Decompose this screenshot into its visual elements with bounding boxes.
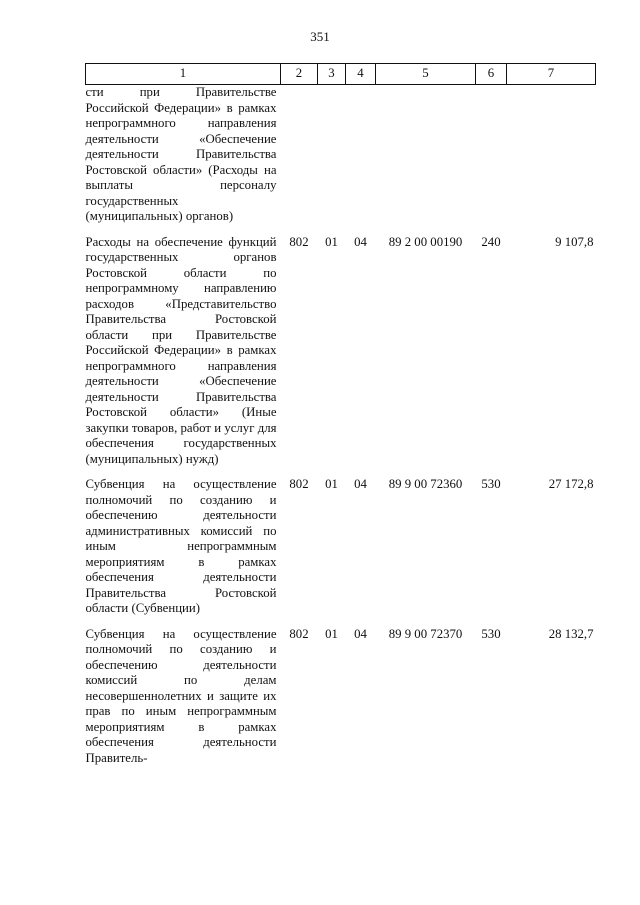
row-target-code: 89 2 00 00190	[388, 234, 463, 249]
row-ministry-code	[281, 85, 318, 235]
row-amount: 9 107,8	[555, 234, 594, 249]
column-header-6: 6	[476, 64, 507, 85]
row-target-code	[376, 85, 476, 235]
table-row	[86, 627, 596, 767]
row-amount: 27 172,8	[548, 477, 594, 491]
table-row	[86, 477, 596, 627]
column-header-2: 2	[281, 64, 318, 85]
row-section-code: 01	[325, 626, 338, 641]
column-header-7: 7	[507, 64, 596, 85]
table-row	[86, 235, 596, 478]
row-description: Расходы на обеспечение функций государственных органов Ростовской области по непрограммному направлению расходов «Представительство Правительства Ростовской области при Правительстве Российской Федерации» в рамках непрограммного направления деятельности «Обеспечение деятельности Правительства Ростовской области» (Иные закупки товаров, работ и услуг для обеспечения государственных (муниципальных) нужд)	[85, 234, 277, 466]
row-expense-type: 530	[481, 626, 501, 641]
row-amount	[507, 85, 596, 235]
row-ministry-code: 802	[289, 626, 309, 641]
row-description: Субвенция на осуществление полномочий по созданию и обеспечению деятельности комиссий по делам несовершеннолетних и защите их прав по иным непрограммным мероприятиям в рамках обеспечения деятельности Правитель-	[85, 626, 277, 765]
row-target-code: 89 9 00 72360	[388, 477, 463, 491]
row-expense-type: 240	[481, 234, 501, 249]
row-expense-type	[476, 85, 507, 235]
row-subsection-code: 04	[354, 626, 367, 641]
row-ministry-code: 802	[289, 234, 309, 249]
row-section-code: 01	[325, 477, 338, 491]
row-target-code: 89 9 00 72370	[388, 626, 463, 641]
column-header-3: 3	[318, 64, 346, 85]
row-description: Субвенция на осуществление полномочий по созданию и обеспечению деятельности административных комиссий по иным непрограммным мероприятиям в рамках обеспечения деятельности Правительства Ростовской области (Субвенции)	[85, 477, 277, 615]
column-header-1: 1	[86, 64, 281, 85]
row-description: сти при Правительстве Российской Федерации» в рамках непрограммного направления деятельности «Обеспечение деятельности Правительства Ростовской области» (Расходы на выплаты персоналу государственных (муниципальных) органов)	[85, 85, 277, 223]
table-row	[86, 85, 596, 235]
column-header-5: 5	[376, 64, 476, 85]
row-expense-type: 530	[481, 477, 501, 491]
row-ministry-code: 802	[289, 477, 309, 491]
table-header-row	[86, 64, 596, 85]
row-subsection-code	[346, 85, 376, 235]
row-subsection-code: 04	[354, 234, 367, 249]
page-number: 351	[310, 29, 330, 44]
budget-table	[85, 63, 596, 766]
row-amount: 28 132,7	[548, 626, 594, 641]
row-section-code: 01	[325, 234, 338, 249]
row-subsection-code: 04	[354, 477, 367, 491]
row-section-code	[318, 85, 346, 235]
column-header-4: 4	[346, 64, 376, 85]
